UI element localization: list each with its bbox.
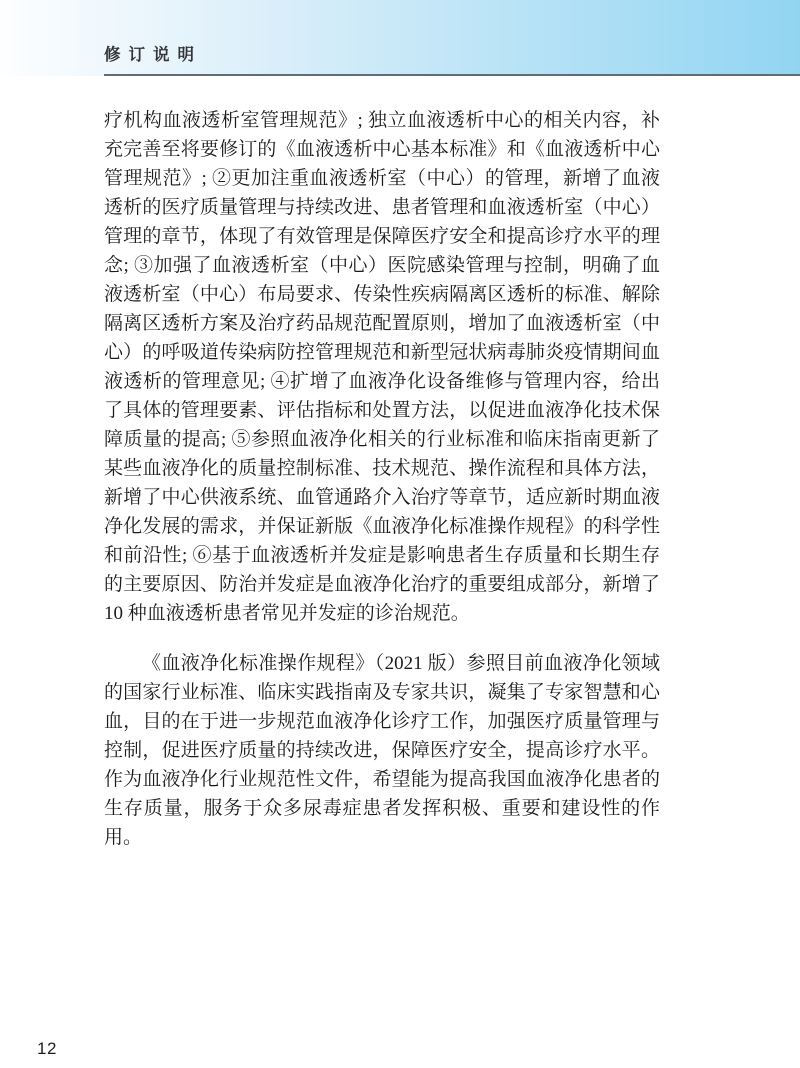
page-header-title: 修订说明 xyxy=(104,46,202,64)
page-number: 12 xyxy=(37,1039,57,1058)
body-text xyxy=(104,106,660,852)
paragraph-closing: 《血液净化标准操作规程》（2021 版）参照目前血液净化领域的国家行业标准、临床实践指南及专家共识，凝集了专家智慧和心血，目的在于进一步规范血液净化诊疗工作，加强医疗质量管理与控制，促进医疗质量的持续改进，保障医疗安全，提高诊疗水平。作为血液净化行业规范性文件，希望能为提高我国血液净化患者的生存质量，服务于众多尿毒症患者发挥积极、重要和建设性的作用。 xyxy=(104,653,660,848)
header-band xyxy=(0,0,800,76)
header-divider xyxy=(104,74,800,76)
paragraph-revision-items: 疗机构血液透析室管理规范》; 独立血液透析中心的相关内容，补充完善至将要修订的《血液透析中心基本标准》和《血液透析中心管理规范》; ②更加注重血液透析室（中心）的管理，新增了血液透析的医疗质量管理与持续改进、患者管理和血液透析室（中心）管理的章节，体现了有效管理是保障医疗安全和提高诊疗水平的理念; ③加强了血液透析室（中心）医院感染管理与控制，明确了血液透析室（中心）布局要求、传染性疾病隔离区透析的标准、解除隔离区透析方案及治疗药品规范配置原则，增加了血液透析室（中心）的呼吸道传染病防控管理规范和新型冠状病毒肺炎疫情期间血液透析的管理意见; ④扩增了血液净化设备维修与管理内容，给出了具体的管理要素、评估指标和处置方法，以促进血液净化技术保障质量的提高; ⑤参照血液净化相关的行业标准和临床指南更新了某些血液净化的质量控制标准、技术规范、操作流程和具体方法，新增了中心供液系统、血管通路介入治疗等章节，适应新时期血液净化发展的需求，并保证新版《血液净化标准操作规程》的科学性和前沿性; ⑥基于血液透析并发症是影响患者生存质量和长期生存的主要原因、防治并发症是血液净化治疗的重要组成部分，新增了 10 种血液透析患者常见并发症的诊治规范。 xyxy=(104,110,660,624)
